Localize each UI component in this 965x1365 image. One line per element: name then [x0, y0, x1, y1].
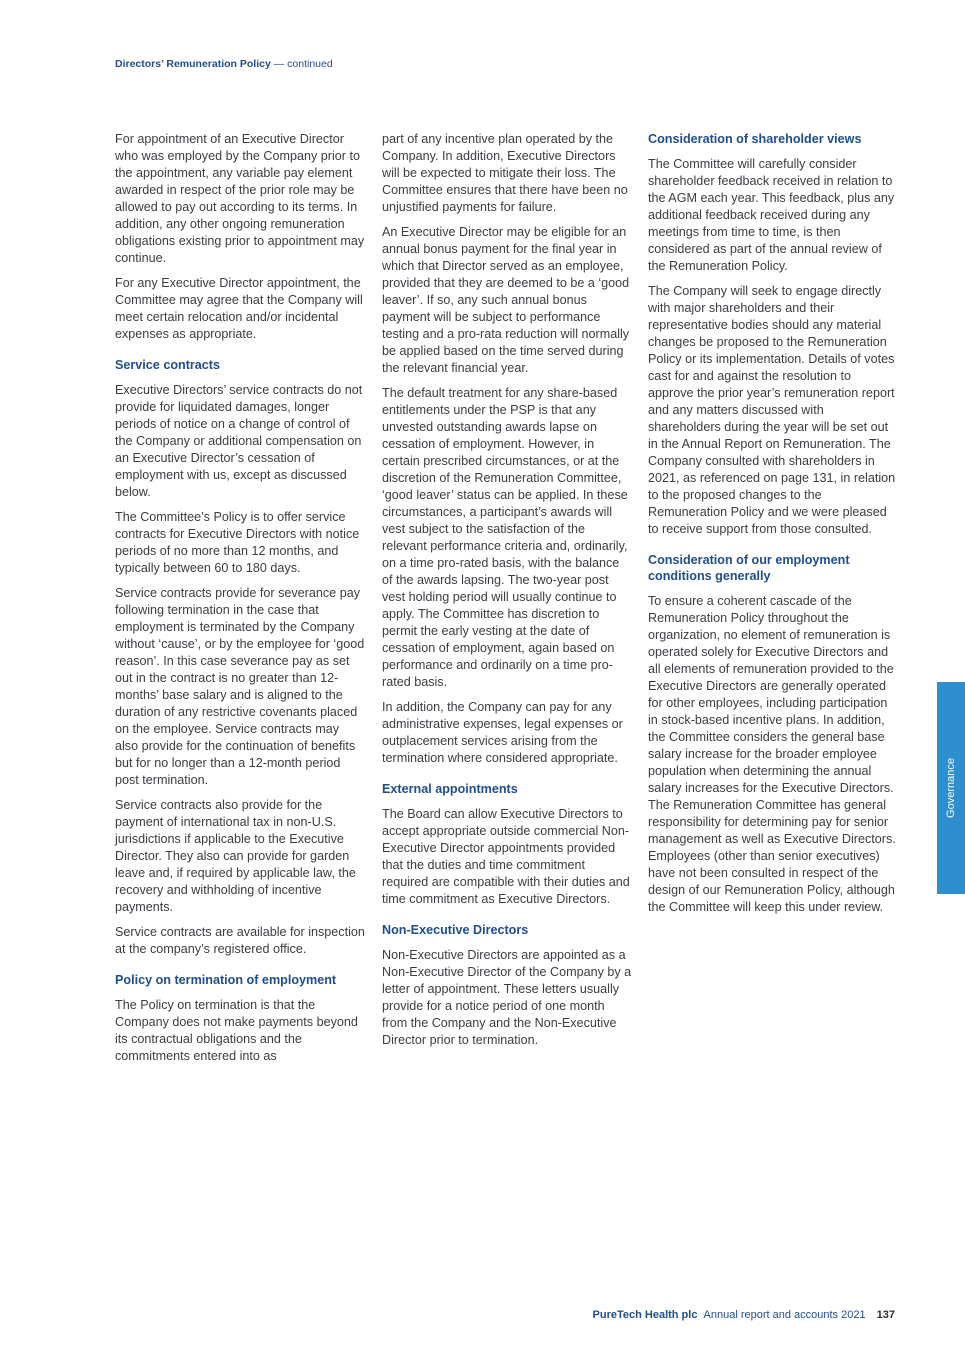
paragraph: Service contracts are available for inspection at the company’s registered office. [115, 925, 365, 956]
header-continued: — continued [273, 58, 333, 70]
heading-external-appointments: External appointments [382, 782, 518, 796]
page-footer [593, 1308, 895, 1322]
heading-employment-conditions: Consideration of our employment conditions generally [648, 553, 850, 583]
footer-report-title: Annual report and accounts 2021 [703, 1309, 866, 1321]
paragraph: To ensure a coherent cascade of the Remuneration Policy throughout the organization, no element of remuneration is operated solely for Executive Directors and all elements of remuneration provided to the Executive Directors are generally operated for other employees, including participation in stock-based incentive plans. In addition, the Committee considers the general base salary increase for the broader employee population when determining the annual salary increases for the Executive Directors. The Remuneration Committee has general responsibility for determining pay for senior management as well as Executive Directors. Employees (other than senior executives) have not been consulted in respect of the design of our Remuneration Policy, although the Committee will keep this under review. [648, 594, 896, 914]
running-header [115, 57, 333, 71]
paragraph: The Company will seek to engage directly with major shareholders and their representative bodies should any material changes be proposed to the Remuneration Policy or its implementation. Details of votes cast for and against the resolution to approve the prior year’s remuneration report and any matters discussed with shareholders during the year will be set out in the Annual Report on Remuneration. The Company consulted with shareholders in 2021, as referenced on page 131, in relation to the proposed changes to the Remuneration Policy and we were pleased to receive support from those consulted. [648, 284, 896, 536]
paragraph: The default treatment for any share-based entitlements under the PSP is that any unvested outstanding awards lapse on cessation of employment. However, in certain prescribed circumstances, or at the discretion of the Remuneration Committee, ‘good leaver’ status can be applied. In these circumstances, a participant’s awards will vest subject to the satisfaction of the relevant performance criteria and, ordinarily, on a time pro-rated basis, with the balance of the awards lapsing. The two-year post vest holding period will usually continue to apply. The Committee has discretion to permit the early vesting at the date of cessation of employment, again based on performance and ordinarily on a time pro-rated basis. [382, 386, 628, 689]
paragraph: The Committee’s Policy is to offer service contracts for Executive Directors with notice periods of no more than 12 months, and typically between 60 to 180 days. [115, 510, 360, 575]
paragraph: Executive Directors’ service contracts do not provide for liquidated damages, longer periods of notice on a change of control of the Company or additional compensation on an Executive Director’s cessation of employment with us, except as discussed below. [115, 383, 363, 499]
section-side-tab[interactable] [937, 682, 965, 894]
paragraph: For any Executive Director appointment, the Committee may agree that the Company will meet certain relocation and/or incidental expenses as appropriate. [115, 276, 363, 341]
paragraph: Non-Executive Directors are appointed as a Non-Executive Director of the Company by a letter of appointment. These letters usually provide for a notice period of one month from the Company and the Non-Executive Director prior to termination. [382, 948, 632, 1047]
column-1 [115, 131, 365, 1073]
column-3 [648, 131, 898, 924]
paragraph: For appointment of an Executive Director who was employed by the Company prior to the appointment, any variable pay element awarded in respect of the prior role may be allowed to pay out according to its terms. In addition, any other ongoing remuneration obligations existing prior to appointment may continue. [115, 132, 365, 265]
heading-termination-policy: Policy on termination of employment [115, 973, 337, 987]
column-2 [382, 131, 632, 1057]
page-number: 137 [876, 1309, 895, 1321]
heading-non-executive-directors: Non-Executive Directors [382, 923, 529, 937]
paragraph: Service contracts also provide for the payment of international tax in non-U.S. jurisdictions if applicable to the Executive Director. They also can provide for garden leave and, if required by applicable law, the recovery and withholding of incentive payments. [115, 798, 356, 914]
paragraph: part of any incentive plan operated by the Company. In addition, Executive Directors will be expected to mitigate their loss. The Committee ensures that there have been no unjustified payments for failure. [382, 132, 628, 214]
paragraph: The Policy on termination is that the Company does not make payments beyond its contractual obligations and the commitments entered into as [115, 998, 358, 1063]
heading-service-contracts: Service contracts [115, 358, 221, 372]
paragraph: In addition, the Company can pay for any administrative expenses, legal expenses or outplacement services arising from the termination where considered appropriate. [382, 700, 623, 765]
paragraph: Service contracts provide for severance pay following termination in the case that employment is terminated by the Company without ‘cause’, or by the employee for ‘good reason’. In this case severance pay as set out in the contract is no greater than 12-months’ base salary and is aligned to the duration of any restrictive covenants placed on the employee. Service contracts may also provide for the continuation of benefits but for no longer than a 12-month period post termination. [115, 586, 365, 787]
paragraph: The Committee will carefully consider shareholder feedback received in relation to the AGM each year. This feedback, plus any additional feedback received during any meetings from time to time, is then considered as part of the annual review of the Remuneration Policy. [648, 157, 895, 273]
paragraph: An Executive Director may be eligible for an annual bonus payment for the final year in which that Director served as an employee, provided that they are deemed to be a ‘good leaver’. If so, any such annual bonus payment will be subject to performance testing and a pro-rata reduction will normally be applied based on the time served during the relevant financial year. [382, 225, 630, 375]
side-tab-label: Governance [945, 758, 957, 818]
paragraph: The Board can allow Executive Directors to accept appropriate outside commercial Non-Executive Director appointments provided that the duties and time commitment required are compatible with their duties and time commitment as Executive Directors. [382, 807, 630, 906]
header-section-title: Directors’ Remuneration Policy [115, 58, 271, 70]
heading-shareholder-views: Consideration of shareholder views [648, 132, 862, 146]
footer-company: PureTech Health plc [592, 1309, 698, 1321]
